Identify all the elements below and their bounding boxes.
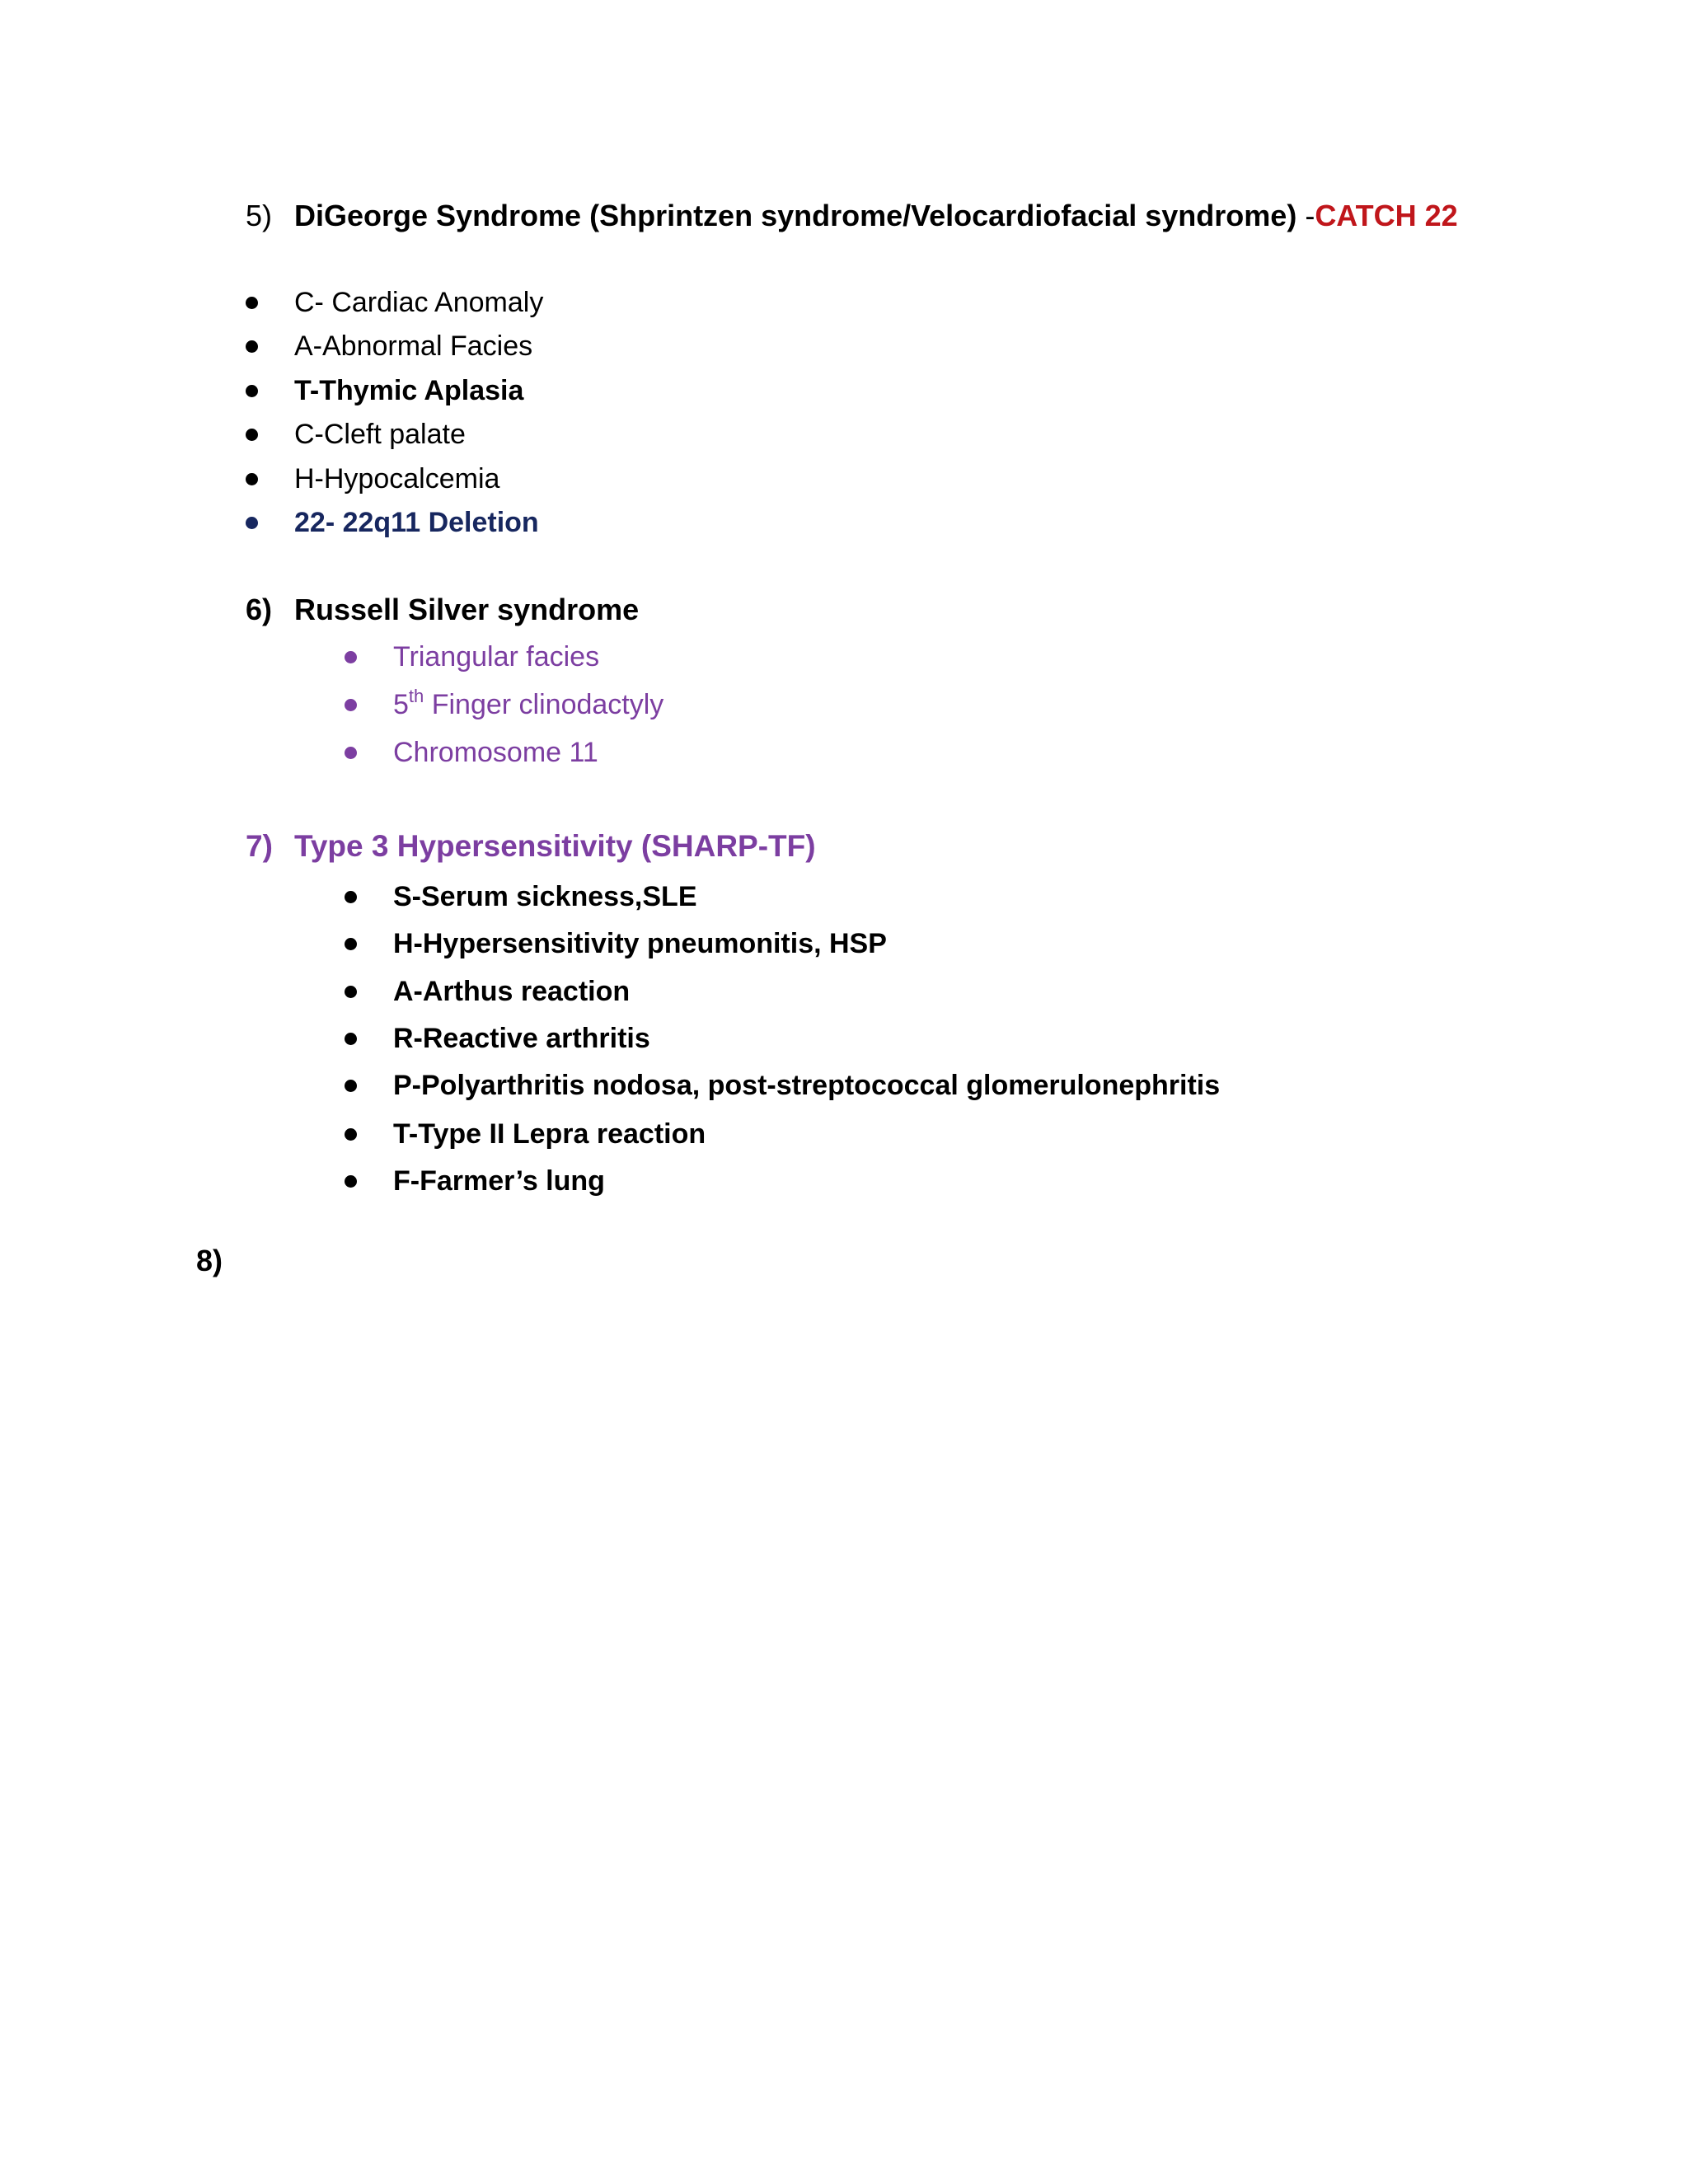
section-7-title: Type 3 Hypersensitivity (SHARP-TF) [294,829,816,863]
list-item-text: Chromosome 11 [393,737,598,768]
list-item-text: T-Type II Lepra reaction [393,1118,706,1150]
bullet-icon [345,938,357,950]
section-5-mnemonic: CATCH 22 [1315,199,1458,232]
list-item-text: H-Hypocalcemia [294,463,500,494]
bullet-icon [345,699,357,711]
bullet-icon [246,297,258,309]
list-item-text: F-Farmer’s lung [393,1165,605,1197]
list-item-text: 22- 22q11 Deletion [294,507,539,538]
section-5-dash: - [1296,199,1315,232]
bullet-icon [345,651,357,663]
list-item-text: C-Cleft palate [294,419,466,450]
section-5-title: DiGeorge Syndrome (Shprintzen syndrome/Velocardiofacial syndrome) [294,199,1297,232]
bullet-icon [345,1033,357,1045]
bullet-icon [345,986,357,998]
bullet-icon [246,385,258,397]
bullet-icon [345,1128,357,1141]
list-item-text: S-Serum sickness,SLE [393,881,697,912]
bullet-icon [345,1175,357,1188]
bullet-icon [345,1080,357,1092]
list-item-text: H-Hypersensitivity pneumonitis, HSP [393,928,887,959]
bullet-icon [345,891,357,903]
section-6-number: 6) [246,593,273,626]
bullet-icon [246,429,258,441]
list-item-text: R-Reactive arthritis [393,1023,650,1054]
bullet-icon [246,473,258,485]
section-7-number: 7) [246,829,273,863]
list-item-text: A-Arthus reaction [393,976,631,1007]
list-item-text: C- Cardiac Anomaly [294,287,544,318]
list-item-text: T-Thymic Aplasia [294,375,524,406]
section-8-number: 8) [196,1244,223,1277]
bullet-icon [246,340,258,353]
list-item-text: 5th Finger clinodactyly [393,686,664,720]
list-item-text: Triangular facies [393,641,600,673]
list-item-text: A-Abnormal Facies [294,330,533,362]
section-5-number: 5) [246,199,273,232]
bullet-icon [246,517,258,529]
list-item-text: P-Polyarthritis nodosa, post-streptococcal glomerulonephritis [393,1070,1221,1101]
bullet-icon [345,747,357,759]
section-6-title: Russell Silver syndrome [294,593,640,626]
